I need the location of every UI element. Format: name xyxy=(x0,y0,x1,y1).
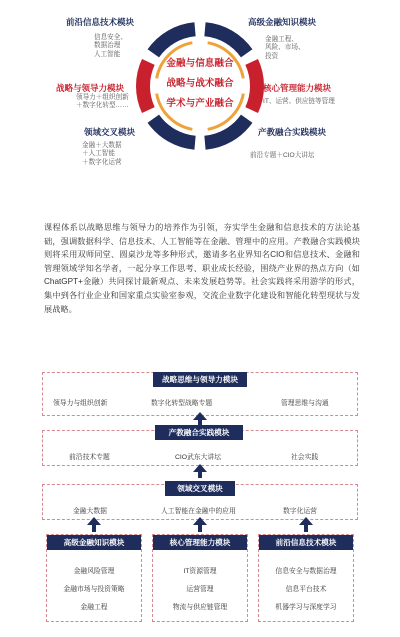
arrow-up-icon xyxy=(299,517,313,532)
column-item: 信息平台技术 xyxy=(285,586,327,593)
arrow-up-icon xyxy=(193,464,207,478)
column-item: 机器学习与深度学习 xyxy=(275,604,337,611)
column-item: 金融市场与投资策略 xyxy=(63,586,125,593)
module-title-strategy-leadership: 战略与领导力模块 xyxy=(56,83,125,93)
module-item: ＋人工智能 xyxy=(82,150,115,158)
module-item: 前沿专题＋CIO大讲坛 xyxy=(250,152,315,159)
module-title-core-management: 核心管理能力模块 xyxy=(263,83,332,93)
module-item: 人工智能 xyxy=(94,50,121,58)
layer-item: 数字化转型战略专题 xyxy=(151,400,213,407)
module-item: 信息安全、 xyxy=(94,34,127,41)
layer-item: 金融大数据 xyxy=(73,508,107,515)
center-line-2: 战略与战术融合 xyxy=(166,78,234,89)
layer-item: CIO武东大讲坛 xyxy=(175,454,222,461)
layer-item: 管理思维与沟通 xyxy=(281,400,329,407)
layer-item: 社会实践 xyxy=(291,454,319,461)
column-item: 金融风险管理 xyxy=(73,568,115,575)
module-item: ＋数字化转型…… xyxy=(76,102,129,110)
arrow-up-icon xyxy=(87,517,101,532)
module-item: IT、运营、供应链等管理 xyxy=(263,98,335,105)
layer-item: 人工智能在金融中的应用 xyxy=(161,508,236,515)
column-title: 前沿信息技术模块 xyxy=(259,535,353,550)
module-item: 金融工程、 xyxy=(265,36,298,43)
layer-practice-title: 产教融合实践模块 xyxy=(155,425,243,440)
column-title: 高级金融知识模块 xyxy=(47,535,141,550)
layer-item: 领导力与组织创新 xyxy=(53,400,108,407)
center-line-1: 金融与信息融合 xyxy=(166,58,234,69)
module-title-advanced-finance: 高级金融知识模块 xyxy=(248,17,317,27)
curriculum-description: 课程体系以战略思维与领导力的培养作为引领，夯实学生金融和信息技术的方法论基础，强调数据科学、信息技术、人工智能等在金融、管理中的应用。产教融合实践模块则将采用双师同堂、圆桌沙龙等多种形式，邀请多名业界知名CIO和信息技术、金融和管理领域学知名学者，一起分享工作思考、职业成长经验，围绕产业界的热点方向（如ChatGPT+金融）共同探讨最新观点、未来发展趋势等。社会实践将采用游学的形式，集中到各行业企业和国家重点实验室参观，交流企业数字化建设和智能化转型现状与发展战略。 xyxy=(44,223,360,314)
layer-item: 前沿技术专题 xyxy=(69,454,110,461)
arrow-up-icon xyxy=(193,412,207,426)
module-title-frontier-it: 前沿信息技术模块 xyxy=(66,17,135,27)
layer-cross-title: 领域交叉模块 xyxy=(165,481,235,496)
arrow-up-icon xyxy=(193,517,207,532)
column-item: 信息安全与数据治理 xyxy=(275,568,337,575)
module-title-industry-practice: 产教融合实践模块 xyxy=(258,127,327,137)
column-item: IT资源管理 xyxy=(183,568,217,575)
layer-strategy-title: 战略思维与领导力模块 xyxy=(153,372,247,387)
column-title: 核心管理能力模块 xyxy=(153,535,247,550)
module-item: ＋数字化运营 xyxy=(82,158,122,166)
center-line-3: 学术与产业融合 xyxy=(166,98,234,109)
layer-item: 数字化运营 xyxy=(283,508,317,515)
module-item: 投资 xyxy=(265,52,279,60)
column-item: 物流与供应链管理 xyxy=(172,604,228,611)
module-item: 金融＋大数据 xyxy=(82,142,122,149)
module-item: 数据治理 xyxy=(94,42,121,50)
module-title-cross-domain: 领域交叉模块 xyxy=(84,127,136,137)
module-item: 风险、市场、 xyxy=(265,44,305,52)
column-item: 运营管理 xyxy=(186,586,214,593)
module-item: 领导力＋组织创新 xyxy=(76,94,129,101)
column-item: 金融工程 xyxy=(80,604,108,611)
